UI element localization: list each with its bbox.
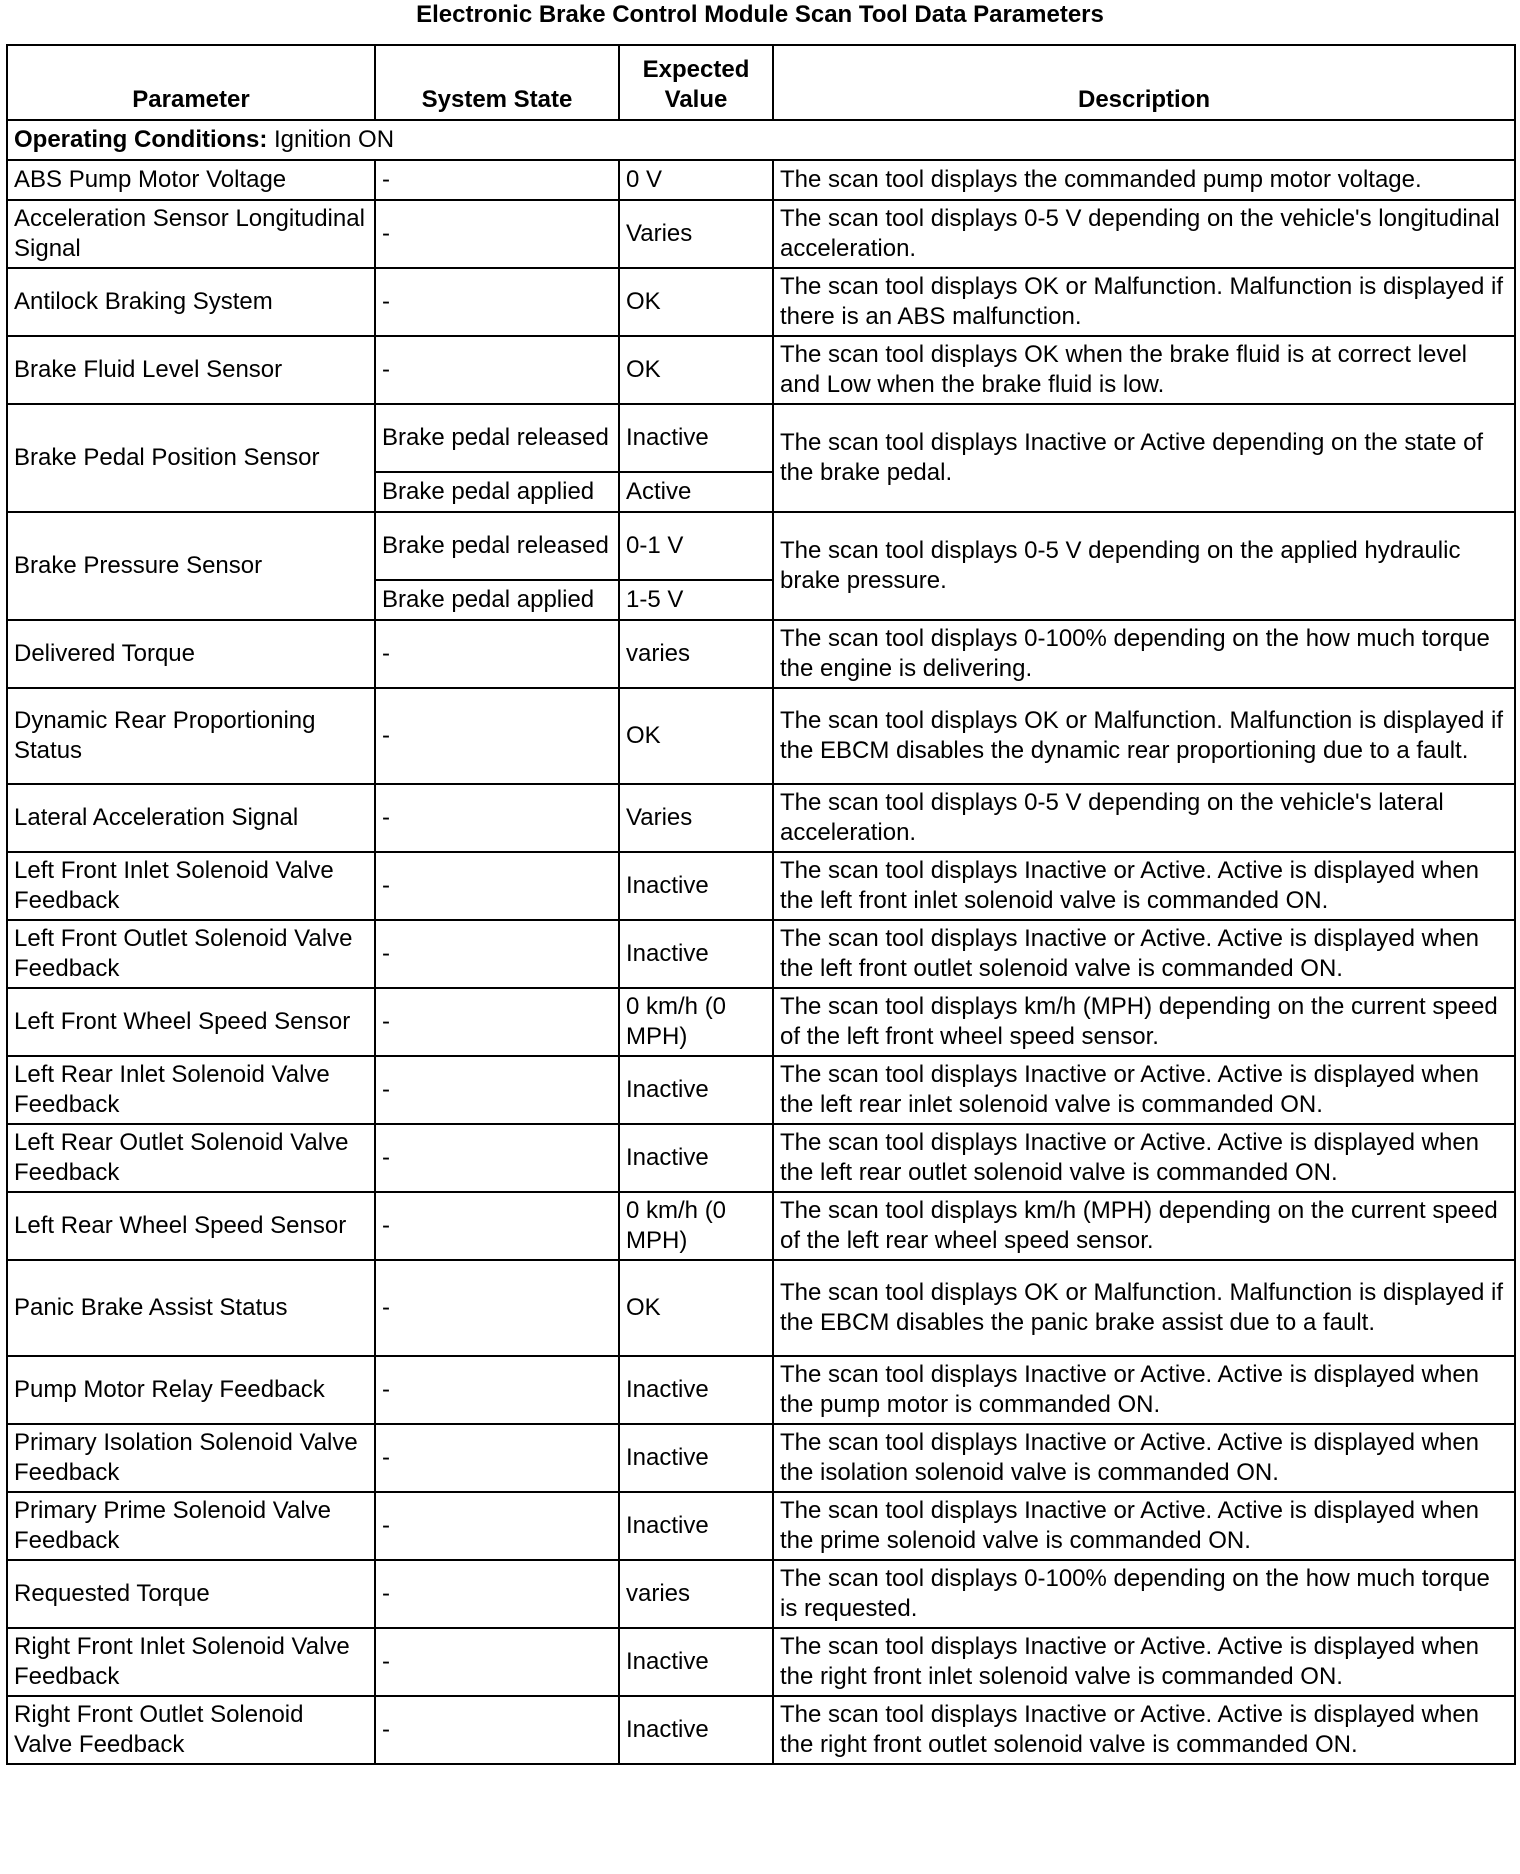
expected-value-cell: Varies <box>619 200 773 268</box>
table-row <box>7 1124 1515 1192</box>
description-cell: The scan tool displays Inactive or Active. Active is displayed when the right front inlet solenoid valve is commanded ON. <box>773 1628 1515 1696</box>
parameter-cell: Brake Pressure Sensor <box>7 512 375 620</box>
table-row <box>7 988 1515 1056</box>
expected-value-cell: 1-5 V <box>619 580 773 620</box>
parameter-cell: Lateral Acceleration Signal <box>7 784 375 852</box>
parameters-table <box>6 44 1516 1765</box>
expected-value-cell: Inactive <box>619 1056 773 1124</box>
system-state-cell: - <box>375 1492 619 1560</box>
system-state-cell: - <box>375 1424 619 1492</box>
operating-conditions-cell <box>7 120 1515 160</box>
table-row <box>7 852 1515 920</box>
table-row <box>7 1192 1515 1260</box>
expected-value-cell: varies <box>619 620 773 688</box>
table-row <box>7 1696 1515 1764</box>
expected-value-cell: varies <box>619 1560 773 1628</box>
system-state-cell: - <box>375 988 619 1056</box>
description-cell: The scan tool displays OK or Malfunction. Malfunction is displayed if there is an ABS malfunction. <box>773 268 1515 336</box>
description-cell: The scan tool displays km/h (MPH) depending on the current speed of the left front wheel speed sensor. <box>773 988 1515 1056</box>
description-cell: The scan tool displays OK or Malfunction. Malfunction is displayed if the EBCM disables the panic brake assist due to a fault. <box>773 1260 1515 1356</box>
description-cell: The scan tool displays 0-5 V depending on the vehicle's longitudinal acceleration. <box>773 200 1515 268</box>
system-state-cell: - <box>375 1696 619 1764</box>
header-expected-value: Expected Value <box>619 45 773 120</box>
system-state-cell: - <box>375 1356 619 1424</box>
description-cell: The scan tool displays 0-5 V depending on the applied hydraulic brake pressure. <box>773 512 1515 620</box>
table-row <box>7 920 1515 988</box>
system-state-cell: - <box>375 920 619 988</box>
description-cell: The scan tool displays OK when the brake fluid is at correct level and Low when the brake fluid is low. <box>773 336 1515 404</box>
expected-value-cell: Inactive <box>619 1492 773 1560</box>
description-cell: The scan tool displays Inactive or Active. Active is displayed when the left front outlet solenoid valve is commanded ON. <box>773 920 1515 988</box>
header-row <box>7 45 1515 120</box>
description-cell: The scan tool displays Inactive or Active. Active is displayed when the left rear inlet solenoid valve is commanded ON. <box>773 1056 1515 1124</box>
system-state-cell: Brake pedal released <box>375 404 619 472</box>
table-row <box>7 200 1515 268</box>
header-description: Description <box>773 45 1515 120</box>
parameter-cell: Right Front Outlet Solenoid Valve Feedback <box>7 1696 375 1764</box>
table-row <box>7 1424 1515 1492</box>
parameter-cell: Left Rear Outlet Solenoid Valve Feedback <box>7 1124 375 1192</box>
system-state-cell: Brake pedal applied <box>375 472 619 512</box>
parameter-cell: Delivered Torque <box>7 620 375 688</box>
table-row <box>7 404 1515 472</box>
expected-value-cell: Inactive <box>619 1124 773 1192</box>
parameter-cell: Brake Fluid Level Sensor <box>7 336 375 404</box>
parameter-cell: Acceleration Sensor Longitudinal Signal <box>7 200 375 268</box>
table-row <box>7 160 1515 200</box>
operating-conditions-label: Operating Conditions: <box>14 126 268 153</box>
description-cell: The scan tool displays 0-100% depending on the how much torque the engine is delivering. <box>773 620 1515 688</box>
expected-value-cell: 0 km/h (0 MPH) <box>619 988 773 1056</box>
table-row <box>7 620 1515 688</box>
description-cell: The scan tool displays Inactive or Active depending on the state of the brake pedal. <box>773 404 1515 512</box>
parameter-cell: Antilock Braking System <box>7 268 375 336</box>
system-state-cell: - <box>375 336 619 404</box>
description-cell: The scan tool displays km/h (MPH) depending on the current speed of the left rear wheel speed sensor. <box>773 1192 1515 1260</box>
description-cell: The scan tool displays Inactive or Active. Active is displayed when the left rear outlet solenoid valve is commanded ON. <box>773 1124 1515 1192</box>
parameter-cell: Panic Brake Assist Status <box>7 1260 375 1356</box>
system-state-cell: - <box>375 620 619 688</box>
table-row <box>7 784 1515 852</box>
operating-conditions-row <box>7 120 1515 160</box>
expected-value-cell: 0 V <box>619 160 773 200</box>
system-state-cell: - <box>375 1628 619 1696</box>
parameter-cell: Primary Prime Solenoid Valve Feedback <box>7 1492 375 1560</box>
system-state-cell: Brake pedal released <box>375 512 619 580</box>
expected-value-cell: Inactive <box>619 1424 773 1492</box>
expected-value-cell: OK <box>619 268 773 336</box>
table-row <box>7 336 1515 404</box>
table-row <box>7 268 1515 336</box>
expected-value-cell: OK <box>619 1260 773 1356</box>
operating-conditions-value: Ignition ON <box>273 126 395 153</box>
parameter-cell: Right Front Inlet Solenoid Valve Feedback <box>7 1628 375 1696</box>
parameter-cell: Brake Pedal Position Sensor <box>7 404 375 512</box>
description-cell: The scan tool displays Inactive or Active. Active is displayed when the right front outlet solenoid valve is commanded ON. <box>773 1696 1515 1764</box>
parameter-cell: ABS Pump Motor Voltage <box>7 160 375 200</box>
description-cell: The scan tool displays Inactive or Active. Active is displayed when the pump motor is commanded ON. <box>773 1356 1515 1424</box>
header-parameter: Parameter <box>7 45 375 120</box>
expected-value-cell: 0 km/h (0 MPH) <box>619 1192 773 1260</box>
table-row <box>7 1260 1515 1356</box>
system-state-cell: Brake pedal applied <box>375 580 619 620</box>
table-row <box>7 1056 1515 1124</box>
system-state-cell: - <box>375 1260 619 1356</box>
description-cell: The scan tool displays 0-5 V depending on the vehicle's lateral acceleration. <box>773 784 1515 852</box>
system-state-cell: - <box>375 852 619 920</box>
expected-value-cell: Inactive <box>619 1356 773 1424</box>
expected-value-cell: Inactive <box>619 852 773 920</box>
description-cell: The scan tool displays Inactive or Active. Active is displayed when the isolation solenoid valve is commanded ON. <box>773 1424 1515 1492</box>
document-title: Electronic Brake Control Module Scan Tool Data Parameters <box>416 1 1104 28</box>
expected-value-cell: OK <box>619 688 773 784</box>
expected-value-cell: Inactive <box>619 1628 773 1696</box>
system-state-cell: - <box>375 1560 619 1628</box>
expected-value-cell: OK <box>619 336 773 404</box>
expected-value-cell: Inactive <box>619 1696 773 1764</box>
description-cell: The scan tool displays 0-100% depending on the how much torque is requested. <box>773 1560 1515 1628</box>
parameter-cell: Requested Torque <box>7 1560 375 1628</box>
parameter-cell: Left Front Inlet Solenoid Valve Feedback <box>7 852 375 920</box>
system-state-cell: - <box>375 1124 619 1192</box>
parameter-cell: Left Rear Inlet Solenoid Valve Feedback <box>7 1056 375 1124</box>
table-row <box>7 1560 1515 1628</box>
system-state-cell: - <box>375 200 619 268</box>
table-row <box>7 1492 1515 1560</box>
table-row <box>7 688 1515 784</box>
description-cell: The scan tool displays the commanded pump motor voltage. <box>773 160 1515 200</box>
system-state-cell: - <box>375 1056 619 1124</box>
expected-value-cell: Inactive <box>619 404 773 472</box>
parameter-cell: Left Rear Wheel Speed Sensor <box>7 1192 375 1260</box>
expected-value-cell: Varies <box>619 784 773 852</box>
system-state-cell: - <box>375 784 619 852</box>
expected-value-cell: Inactive <box>619 920 773 988</box>
system-state-cell: - <box>375 1192 619 1260</box>
parameter-cell: Dynamic Rear Proportioning Status <box>7 688 375 784</box>
table-row <box>7 1628 1515 1696</box>
table-row <box>7 512 1515 580</box>
expected-value-cell: Active <box>619 472 773 512</box>
table-row <box>7 1356 1515 1424</box>
description-cell: The scan tool displays Inactive or Active. Active is displayed when the prime solenoid valve is commanded ON. <box>773 1492 1515 1560</box>
parameter-cell: Pump Motor Relay Feedback <box>7 1356 375 1424</box>
header-system-state: System State <box>375 45 619 120</box>
description-cell: The scan tool displays Inactive or Active. Active is displayed when the left front inlet solenoid valve is commanded ON. <box>773 852 1515 920</box>
parameter-cell: Left Front Wheel Speed Sensor <box>7 988 375 1056</box>
expected-value-cell: 0-1 V <box>619 512 773 580</box>
parameter-cell: Primary Isolation Solenoid Valve Feedback <box>7 1424 375 1492</box>
system-state-cell: - <box>375 268 619 336</box>
system-state-cell: - <box>375 688 619 784</box>
system-state-cell: - <box>375 160 619 200</box>
parameter-cell: Left Front Outlet Solenoid Valve Feedback <box>7 920 375 988</box>
description-cell: The scan tool displays OK or Malfunction. Malfunction is displayed if the EBCM disables the dynamic rear proportioning due to a fault. <box>773 688 1515 784</box>
